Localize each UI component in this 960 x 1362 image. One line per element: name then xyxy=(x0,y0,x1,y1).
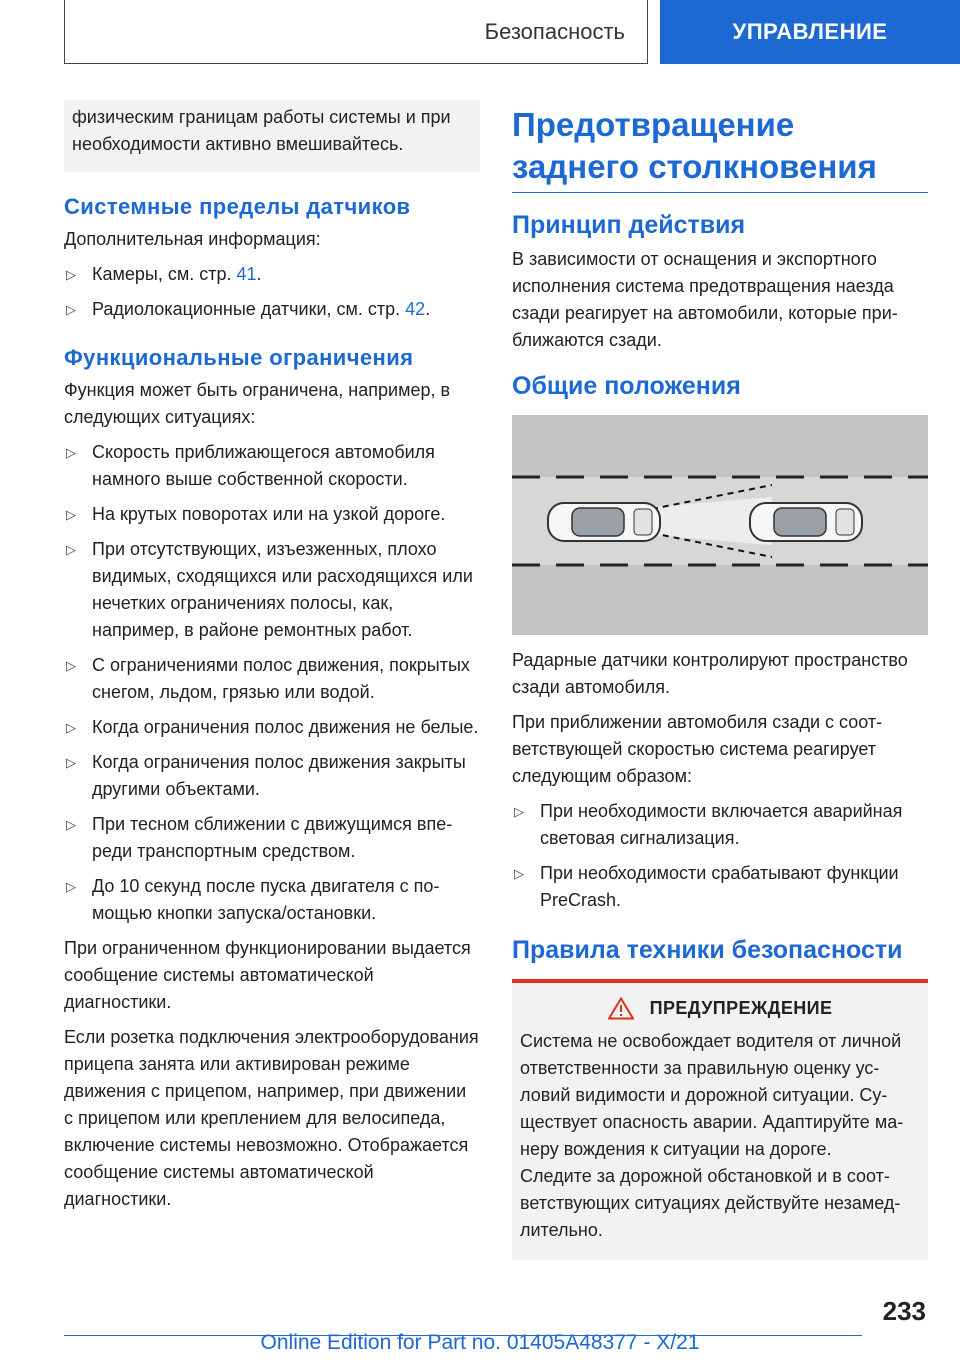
list-item: ▷ На крутых поворотах или на узкой дороге. xyxy=(64,501,480,528)
list-item: ▷ Когда ограничения полос движения закрыты другими объектами. xyxy=(64,749,480,803)
warning-p1: Система не освобождает водителя от личной ответственности за правильную оценку условий видимости и дорожной ситуации. Существует опасность аварии. Адаптируйте манеру вождения к ситуации на дороге. xyxy=(520,1031,904,1159)
header-section-title xyxy=(64,0,648,64)
list-item: ▷ Скорость приближающегося автомобиля намного выше собственной скорости. xyxy=(64,439,480,493)
page-ref-link[interactable]: 42 xyxy=(405,299,426,319)
list-item-text: Камеры, см. стр. xyxy=(92,264,237,284)
page-number: 233 xyxy=(882,1296,926,1326)
safety-heading: Правила техники безопасности xyxy=(512,936,903,964)
general-list xyxy=(512,798,928,914)
list-item-end: . xyxy=(425,299,431,319)
func-heading: Функциональные ограничения xyxy=(64,345,414,370)
continuation-text: физическим границам работы системы и при необходимости активно вмешивайтесь. xyxy=(72,107,451,154)
func-intro: Функция может быть ограничена, например, в следующих ситуациях: xyxy=(64,380,451,427)
page-title: Предотвращение заднего столкновения xyxy=(512,104,928,193)
principle-text: В зависимости от оснащения и экспортного исполнения система предотвращения наезда сзади реагирует на автомобили, которые приближаются сзади. xyxy=(512,249,898,350)
list-item xyxy=(64,261,480,288)
limits-list xyxy=(64,261,480,323)
rear-collision-illustration xyxy=(512,415,928,635)
diagnostic-paragraph: При ограниченном функционировании выдается сообщение системы автоматической диагностики. xyxy=(64,938,471,1012)
general-heading: Общие положения xyxy=(512,372,741,400)
general-p2: При приближении автомобиля сзади с соответствующей скоростью система реагирует следующим образом: xyxy=(512,712,883,786)
list-item: ▷ При необходимости срабатывают функции PreCrash. xyxy=(512,860,928,914)
left-column xyxy=(64,100,480,1221)
general-p1: Радарные датчики контролируют пространство сзади автомобиля. xyxy=(512,650,908,697)
right-column xyxy=(512,100,928,1260)
list-item: ▷ При тесном сближении с движущимся впереди транспортным средством. xyxy=(64,811,480,865)
principle-heading: Принцип действия xyxy=(512,211,746,239)
list-item: ▷ До 10 секунд после пуска двигателя с помощью кнопки запуска/остановки. xyxy=(64,873,480,927)
list-item-text: Радиолокационные датчики, см. стр. xyxy=(92,299,406,319)
trailer-paragraph: Если розетка подключения электрооборудования прицепа занята или активирован режиме движения с прицепом, например, при движении с прицепом или креплением для велосипеда, включение системы невозможно. Отображается сообщение системы автоматической диагностики. xyxy=(64,1027,479,1209)
list-item: ▷ С ограничениями полос движения, покрытых снегом, льдом, грязью или водой. xyxy=(64,652,480,706)
chapter-title: УПРАВЛЕНИЕ xyxy=(732,19,888,44)
warning-triangle-icon xyxy=(608,997,634,1020)
page-ref-link[interactable]: 41 xyxy=(236,264,257,284)
section-title: Безопасность xyxy=(484,18,625,44)
warning-p2: Следите за дорожной обстановкой и в соответствующих ситуациях действуйте незамедлительно. xyxy=(520,1166,901,1240)
front-car-icon xyxy=(750,503,862,541)
list-item: ▷ При необходимости включается аварийная световая сигнализация. xyxy=(512,798,928,852)
header-chapter-tab[interactable] xyxy=(660,0,960,64)
warning-title: ПРЕДУПРЕЖДЕНИЕ xyxy=(649,998,833,1018)
warning-box xyxy=(512,979,928,1260)
warning-title-row xyxy=(520,997,920,1020)
edition-footer[interactable]: Online Edition for Part no. 01405A48377 - X/21 xyxy=(260,1331,700,1354)
list-item: ▷ Когда ограничения полос движения не белые. xyxy=(64,714,480,741)
list-item-end: . xyxy=(256,264,262,284)
rear-car-icon xyxy=(548,503,660,541)
list-item xyxy=(64,296,480,323)
func-list xyxy=(64,439,480,927)
list-item: ▷ При отсутствующих, изъезженных, плохо видимых, сходящихся или расходящихся или нечетких ограничениях полосы, как, например, в районе ремонтных работ. xyxy=(64,536,480,644)
continuation-box xyxy=(64,100,480,172)
limits-heading: Системные пределы датчиков xyxy=(64,194,411,219)
limits-intro: Дополнительная информация: xyxy=(64,229,321,249)
